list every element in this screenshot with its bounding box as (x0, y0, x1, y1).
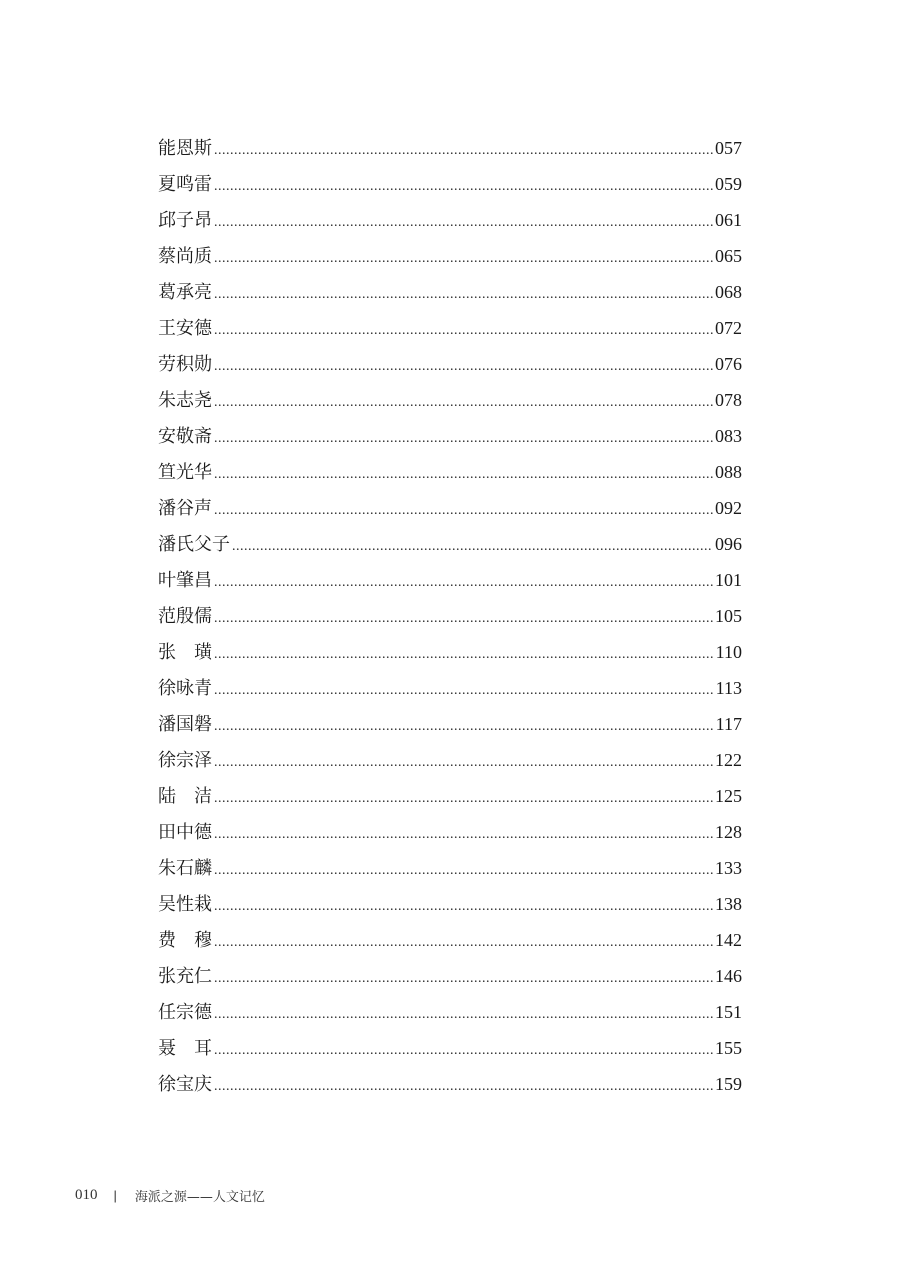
toc-entry-name: 夏鸣雷 (158, 174, 212, 195)
toc-entry-name: 劳积勋 (158, 354, 212, 375)
toc-entry-name: 费 穆 (158, 930, 212, 951)
toc-entry-name: 吴性栽 (158, 894, 212, 915)
toc-entry-name: 任宗德 (158, 1002, 212, 1023)
dot-leader (214, 745, 713, 781)
toc-entry-page: 072 (715, 318, 742, 338)
toc-entry[interactable] (158, 490, 742, 526)
toc-entry[interactable] (158, 670, 742, 706)
toc-entry-name: 王安德 (158, 318, 212, 339)
toc-entry-page: 068 (715, 282, 742, 302)
toc-entry-page: 159 (715, 1074, 742, 1094)
dot-leader (214, 385, 713, 421)
toc-entry-name: 能恩斯 (158, 138, 212, 159)
toc-entry-name: 葛承亮 (158, 282, 212, 303)
dot-leader (214, 1069, 713, 1105)
toc-entry-page: 101 (715, 570, 742, 590)
toc-entry-name: 朱石麟 (158, 858, 212, 879)
toc-entry-page: 113 (715, 678, 742, 698)
toc-entry-page: 061 (715, 210, 742, 230)
toc-entry-name: 徐宗泽 (158, 750, 212, 771)
dot-leader (214, 673, 714, 709)
dot-leader (214, 565, 713, 601)
dot-leader (214, 889, 713, 925)
toc-entry[interactable] (158, 418, 742, 454)
toc-entry-page: 076 (715, 354, 742, 374)
toc-entry-page: 146 (715, 966, 742, 986)
toc-entry[interactable] (158, 310, 742, 346)
toc-entry[interactable] (158, 454, 742, 490)
toc-entry-page: 105 (715, 606, 742, 626)
page-number: 010 (75, 1187, 98, 1203)
dot-leader (214, 817, 713, 853)
dot-leader (214, 997, 713, 1033)
toc-entry-page: 138 (715, 894, 742, 914)
toc-entry-page: 065 (715, 246, 742, 266)
toc-entry[interactable] (158, 526, 742, 562)
toc-entry-page: 133 (715, 858, 742, 878)
toc-entry-name: 徐宝庆 (158, 1074, 212, 1095)
dot-leader (214, 241, 713, 277)
dot-leader (214, 961, 713, 997)
dot-leader (214, 457, 713, 493)
toc-entry[interactable] (158, 274, 742, 310)
dot-leader (214, 709, 714, 745)
toc-entry[interactable] (158, 598, 742, 634)
footer-separator: | (113, 1188, 117, 1203)
toc-entry-page: 117 (715, 714, 742, 734)
toc-entry-page: 125 (715, 786, 742, 806)
dot-leader (214, 349, 713, 385)
toc-entry-name: 陆 洁 (158, 786, 212, 807)
toc-entry-page: 151 (715, 1002, 742, 1022)
toc-entry[interactable] (158, 130, 742, 166)
toc-entry[interactable] (158, 346, 742, 382)
toc-entry-name: 田中德 (158, 822, 212, 843)
toc-entry-name: 蔡尚质 (158, 246, 212, 267)
dot-leader (214, 925, 713, 961)
toc-entry[interactable] (158, 814, 742, 850)
toc-entry[interactable] (158, 850, 742, 886)
toc-entry[interactable] (158, 382, 742, 418)
toc-entry-page: 128 (715, 822, 742, 842)
toc-entry[interactable] (158, 742, 742, 778)
dot-leader (214, 277, 713, 313)
toc-entry[interactable] (158, 778, 742, 814)
dot-leader (214, 169, 713, 205)
dot-leader (214, 637, 714, 673)
toc-entry-page: 096 (715, 534, 742, 554)
dot-leader (214, 1033, 713, 1069)
dot-leader (214, 421, 713, 457)
toc-entry[interactable] (158, 166, 742, 202)
toc-entry-page: 142 (715, 930, 742, 950)
toc-entry[interactable] (158, 634, 742, 670)
dot-leader (214, 601, 713, 637)
toc-entry-name: 安敬斋 (158, 426, 212, 447)
toc-entry-page: 059 (715, 174, 742, 194)
toc-entry[interactable] (158, 706, 742, 742)
toc-entry-name: 聂 耳 (158, 1038, 212, 1059)
toc-entry-name: 潘国磐 (158, 714, 212, 735)
toc-entry-page: 122 (715, 750, 742, 770)
page-footer (75, 1186, 265, 1205)
toc-entry-name: 潘氏父子 (158, 534, 230, 555)
toc-entry-name: 张充仁 (158, 966, 212, 987)
toc-entry[interactable] (158, 562, 742, 598)
toc-entry-page: 110 (715, 642, 742, 662)
dot-leader (214, 205, 713, 241)
toc-entry-name: 张 璜 (158, 642, 212, 663)
toc-entry-page: 155 (715, 1038, 742, 1058)
book-title: 海派之源——人文记忆 (134, 1190, 265, 1205)
toc-entry-page: 083 (715, 426, 742, 446)
toc-entry-name: 朱志尧 (158, 390, 212, 411)
toc-entry[interactable] (158, 922, 742, 958)
toc-entry[interactable] (158, 886, 742, 922)
dot-leader (214, 313, 713, 349)
toc-entry-name: 潘谷声 (158, 498, 212, 519)
toc-entry[interactable] (158, 202, 742, 238)
dot-leader (214, 133, 713, 169)
toc-entry-page: 057 (715, 138, 742, 158)
toc-entry-page: 088 (715, 462, 742, 482)
toc-entry-name: 范殷儒 (158, 606, 212, 627)
toc-entry[interactable] (158, 994, 742, 1030)
toc-entry-name: 邱子昂 (158, 210, 212, 231)
dot-leader (214, 493, 713, 529)
toc-entry[interactable] (158, 1030, 742, 1066)
toc-entry-name: 笪光华 (158, 462, 212, 483)
dot-leader (214, 781, 713, 817)
toc-entry[interactable] (158, 1066, 742, 1102)
toc-entry-name: 徐咏青 (158, 678, 212, 699)
toc-entry-page: 092 (715, 498, 742, 518)
toc-entry-page: 078 (715, 390, 742, 410)
dot-leader (232, 529, 713, 565)
toc-entry[interactable] (158, 238, 742, 274)
table-of-contents (158, 130, 742, 1102)
toc-entry-name: 叶肇昌 (158, 570, 212, 591)
toc-entry[interactable] (158, 958, 742, 994)
dot-leader (214, 853, 713, 889)
